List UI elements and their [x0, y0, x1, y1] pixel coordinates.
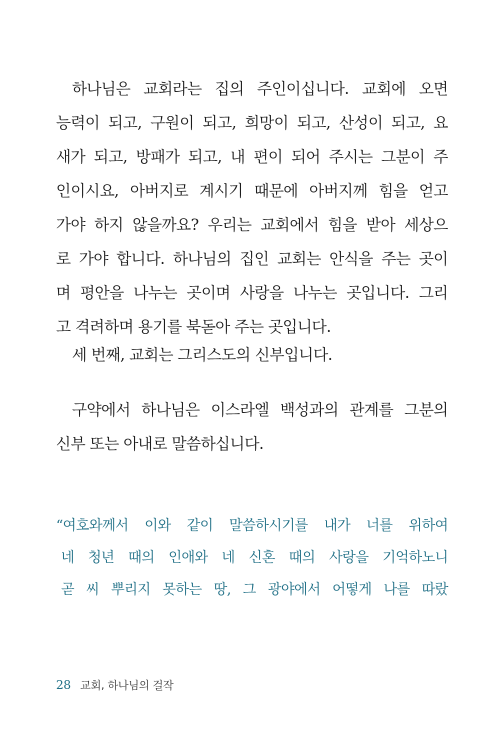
quote-line: “여호와께서 이와 같이 말씀하시기를 내가 너를 위하여	[56, 518, 448, 534]
running-title: 교회, 하나님의 걸작	[80, 679, 174, 692]
text-line: 새가 되고, 방패가 되고, 내 편이 되어 주시는 그분이 주	[56, 148, 448, 166]
text-line: 인이시요, 아버지로 계시기 때문에 아버지께 힘을 얻고	[56, 182, 448, 200]
quote-line: 곧 씨 뿌리지 못하는 땅, 그 광야에서 어떻게 나를 따랐	[61, 582, 448, 598]
scripture-quote	[56, 510, 448, 606]
text-line: 신부 또는 아내로 말씀하십니다.	[56, 435, 264, 453]
text-line: 능력이 되고, 구원이 되고, 희망이 되고, 산성이 되고, 요	[56, 114, 448, 132]
text-line: 로 가야 합니다. 하나님의 집인 교회는 안식을 주는 곳이	[56, 250, 448, 268]
paragraph-third-point	[56, 338, 448, 372]
page-footer	[56, 677, 173, 693]
text-line: 구약에서 하나님은 이스라엘 백성과의 관계를 그분의	[72, 401, 448, 419]
paragraph-old-testament	[56, 393, 448, 461]
text-line: 세 번째, 교회는 그리스도의 신부입니다.	[72, 346, 333, 364]
text-line: 하나님은 교회라는 집의 주인이십니다. 교회에 오면	[72, 80, 448, 98]
text-line: 고 격려하며 용기를 북돋아 주는 곳입니다.	[56, 318, 331, 336]
quote-line: 네 청년 때의 인애와 네 신혼 때의 사랑을 기억하노니	[61, 550, 448, 566]
page-number: 28	[56, 678, 71, 692]
text-line: 며 평안을 나누는 곳이며 사랑을 나누는 곳입니다. 그리	[56, 284, 448, 302]
paragraph-church-owner	[56, 72, 448, 344]
text-line: 가야 하지 않을까요? 우리는 교회에서 힘을 받아 세상으	[56, 216, 448, 234]
